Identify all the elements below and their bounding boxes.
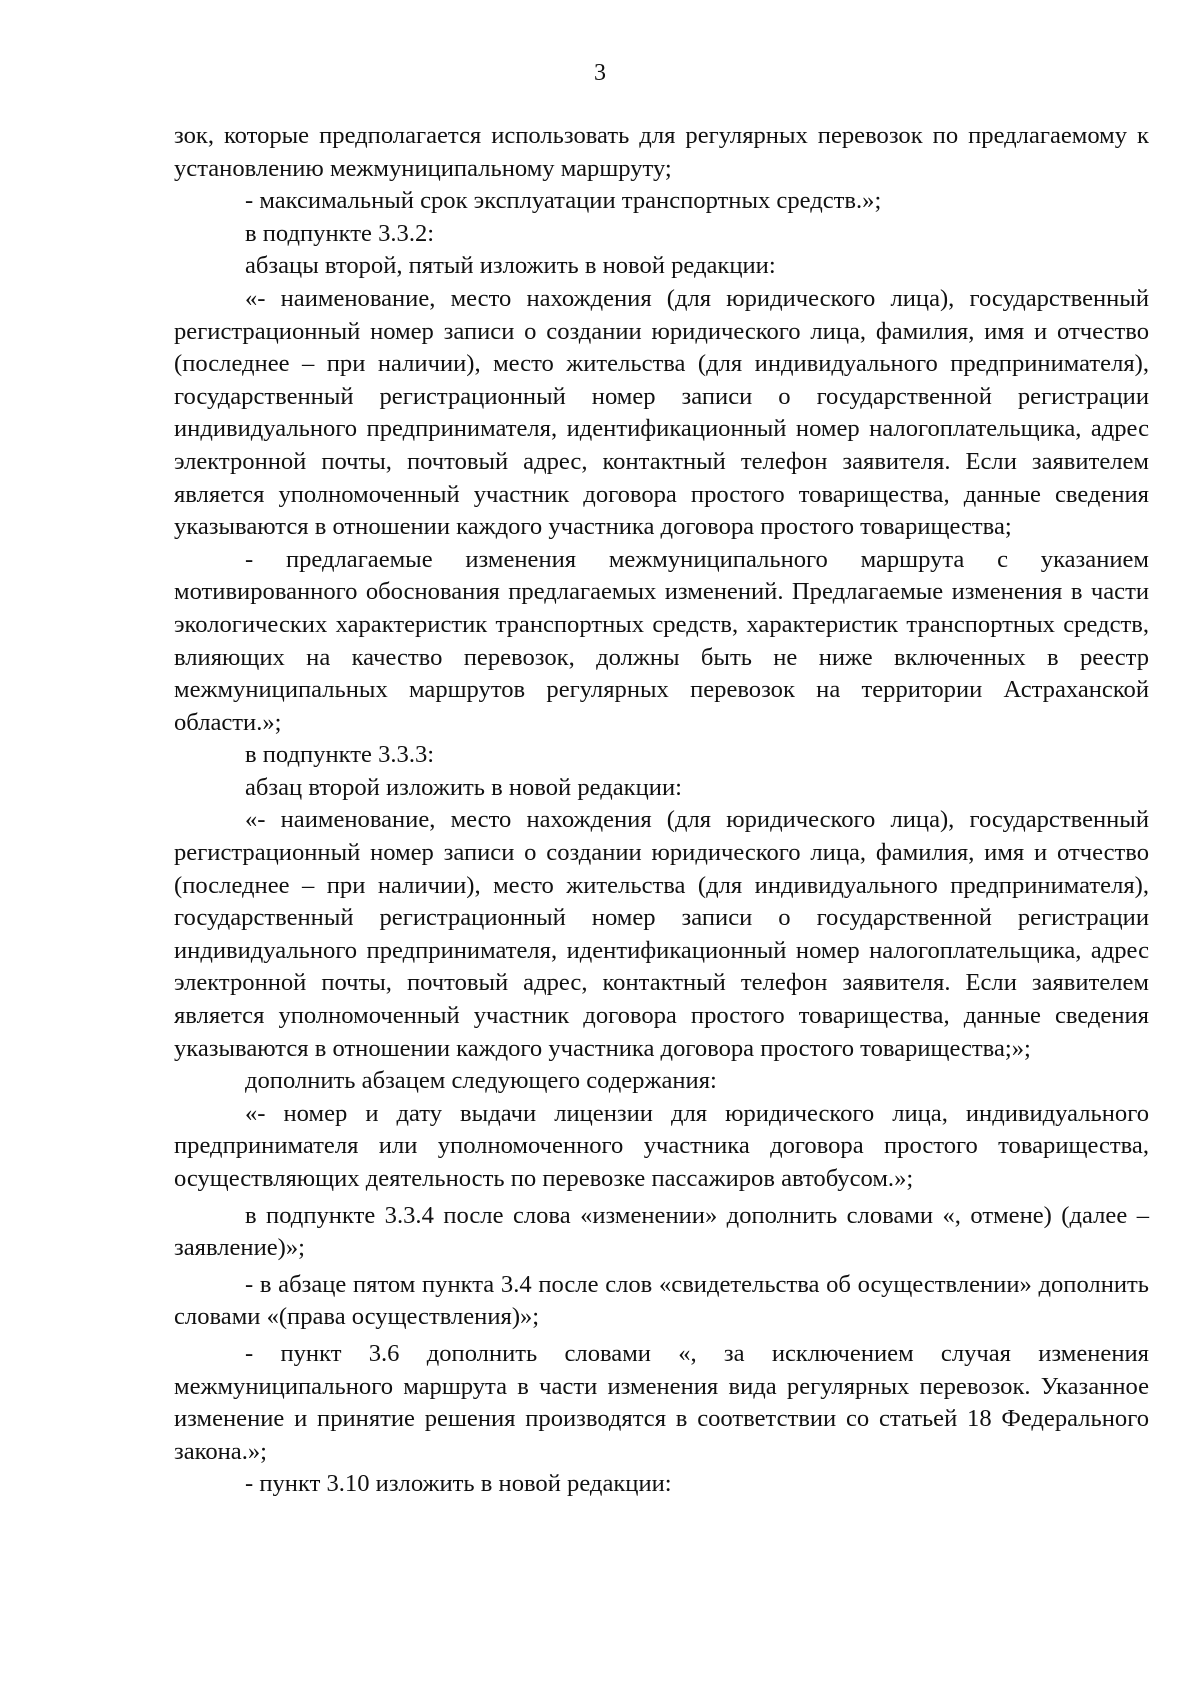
paragraph: «- наименование, место нахождения (для юридического лица), государственный регистрационный номер записи о создании юридического лица, фамилия, имя и отчество (последнее – при наличии), место жительства (для индивидуального предпринимателя), государственный регистрационный номер записи о государственной регистрации индивидуального предпринимателя, идентификационный номер налогоплательщика, адрес электронной почты, почтовый адрес, контактный телефон заявителя. Если заявителем является уполномоченный участник договора простого товарищества, данные сведения указываются в отношении каждого участника договора простого товарищества;»; [174, 806, 1149, 1062]
paragraph: - предлагаемые изменения межмуниципального маршрута с указанием мотивированного обоснования предлагаемых изменений. Предлагаемые изменения в части экологических характеристик транспортных средств, характеристик транспортных средств, влияющих на качество перевозок, должны быть не ниже включенных в реестр межмуниципальных маршрутов регулярных перевозок на территории Астраханской области.»; [174, 545, 1149, 736]
paragraph: абзац второй изложить в новой редакции: [245, 773, 682, 801]
paragraph: «- номер и дату выдачи лицензии для юридического лица, индивидуального предпринимателя или уполномоченного участника договора простого товарищества, осуществляющих деятельность по перевозке пассажиров автобусом.»; [174, 1099, 1149, 1192]
paragraph: - в абзаце пятом пункта 3.4 после слов «свидетельства об осуществлении» дополнить словами «(права осуществления)»; [174, 1270, 1149, 1331]
paragraph: дополнить абзацем следующего содержания: [245, 1067, 717, 1095]
document-body [174, 120, 1149, 1501]
paragraph: - пункт 3.6 дополнить словами «, за исключением случая изменения межмуниципального маршрута в части изменения вида регулярных перевозок. Указанное изменение и принятие решения производятся в соответствии со статьей 18 Федерального закона.»; [174, 1339, 1149, 1465]
paragraph: «- наименование, место нахождения (для юридического лица), государственный регистрационный номер записи о создании юридического лица, фамилия, имя и отчество (последнее – при наличии), место жительства (для индивидуального предпринимателя), государственный регистрационный номер записи о государственной регистрации индивидуального предпринимателя, идентификационный номер налогоплательщика, адрес электронной почты, почтовый адрес, контактный телефон заявителя. Если заявителем является уполномоченный участник договора простого товарищества, данные сведения указываются в отношении каждого участника договора простого товарищества; [174, 284, 1149, 541]
paragraph: в подпункте 3.3.3: [245, 741, 435, 769]
paragraph: в подпункте 3.3.2: [245, 219, 435, 247]
paragraph: в подпункте 3.3.4 после слова «изменении» дополнить словами «, отмене) (далее – заявление)»; [174, 1201, 1149, 1262]
page-number: 3 [594, 60, 606, 86]
paragraph: зок, которые предполагается использовать для регулярных перевозок по предлагаемому к установлению межмуниципальному маршруту; [174, 122, 1149, 182]
paragraph: - максимальный срок эксплуатации транспортных средств.»; [245, 187, 882, 215]
paragraph: абзацы второй, пятый изложить в новой редакции: [245, 252, 776, 280]
paragraph: - пункт 3.10 изложить в новой редакции: [245, 1470, 672, 1498]
